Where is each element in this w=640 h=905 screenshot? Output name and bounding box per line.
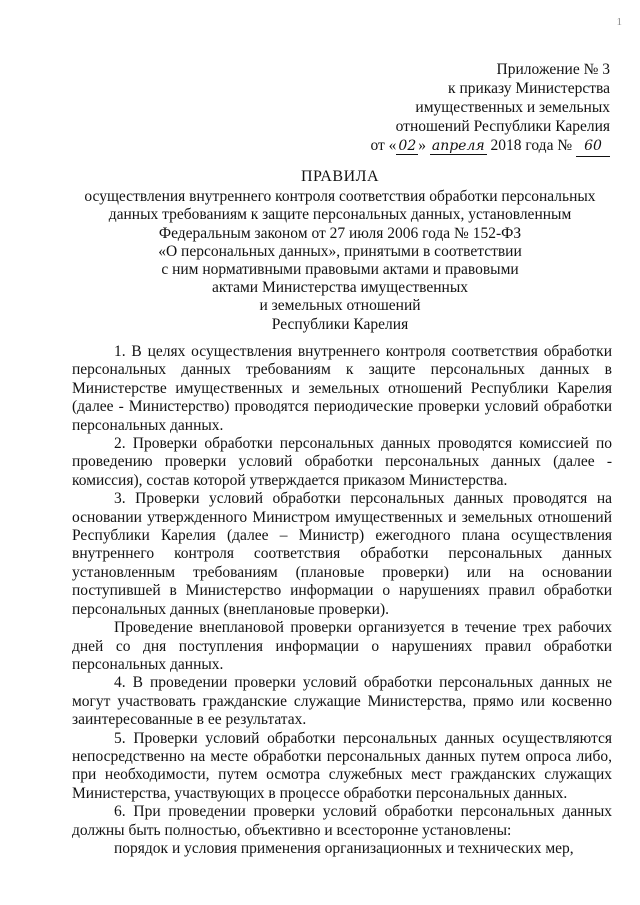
appendix-line-4: отношений Республики Карелия — [395, 118, 610, 135]
title-line: с ним нормативными правовыми актами и правовыми — [161, 261, 519, 279]
title-heading: ПРАВИЛА — [300, 168, 380, 185]
appendix-line-1: Приложение № 3 — [496, 61, 610, 78]
title-line: и земельных отношений — [259, 297, 421, 315]
paragraph-3-continued: Проведение внеплановой проверки организуется в течение трех рабочих дней со дня поступления информации о нарушениях правил обработки персональных данных. — [72, 619, 612, 673]
paragraph-2: 2. Проверки обработки персональных данных проводятся комиссией по проведению проверки условий обработки персональных данных (далее - комиссия), состав которой утверждается приказом Министерства. — [72, 435, 612, 489]
title-line: Федеральным законом от 27 июля 2006 года № 152-ФЗ — [158, 224, 522, 242]
date-mid-2: 2018 года № — [490, 137, 573, 154]
date-mid-1: » — [418, 137, 426, 154]
appendix-line-2: к приказу Министерства — [448, 80, 610, 97]
appendix-date-line — [310, 136, 610, 157]
date-day-handwritten: 02 — [398, 138, 417, 154]
title-line: осуществления внутреннего контроля соответствия обработки персональных — [84, 188, 596, 206]
paragraph-6-item: порядок и условия применения организационных и технических мер, — [114, 839, 574, 857]
date-month-handwritten: апреля — [431, 138, 485, 154]
paragraph-6: 6. При проведении проверки условий обработки персональных данных должны быть полностью, объективно и всесторонне установлены: — [72, 803, 612, 839]
order-number-handwritten: 60 — [576, 137, 610, 157]
date-prefix: от « — [370, 137, 397, 154]
title-line: Республики Карелия — [271, 315, 409, 333]
appendix-line-3: имущественных и земельных — [415, 99, 610, 116]
paragraph-4: 4. В проведении проверки условий обработки персональных данных не могут участвовать гражданские служащие Министерства, прямо или косвенно заинтересованные в ее результатах. — [72, 674, 612, 729]
page-number-mark: 1 — [616, 16, 622, 28]
paragraph-3: 3. Проверки условий обработки персональных данных проводятся на основании утвержденного Министром имущественных и земельных отношений Республики Карелия (далее – Министр) ежегодного плана осуществления внутреннего контроля соответствия обработки персональных данных установленным требованиям (плановые проверки) или на основании поступившей в Министерство информации о нарушениях правил обработки персональных данных (внеплановые проверки). — [72, 490, 612, 618]
appendix-header — [310, 60, 610, 157]
title-line: данных требованиям к защите персональных данных, установленным — [108, 206, 572, 224]
document-body — [72, 343, 612, 858]
title-line: «О персональных данных», принятыми в соответствии — [158, 242, 522, 260]
document-title — [70, 168, 610, 334]
paragraph-1: 1. В целях осуществления внутреннего контроля соответствия обработки персональных данных требованиям к защите персональных данных в Министерстве имущественных и земельных отношений Республики Карелия (далее - Министерство) проводятся периодические проверки условий обработки персональных данных. — [72, 343, 612, 434]
title-line: актами Министерства имущественных — [211, 279, 469, 297]
paragraph-5: 5. Проверки условий обработки персональных данных осуществляются непосредственно на месте обработки персональных данных путем опроса либо, при необходимости, путем осмотра служебных мест гражданских служащих Министерства, участвующих в процессе обработки персональных данных. — [72, 729, 612, 802]
